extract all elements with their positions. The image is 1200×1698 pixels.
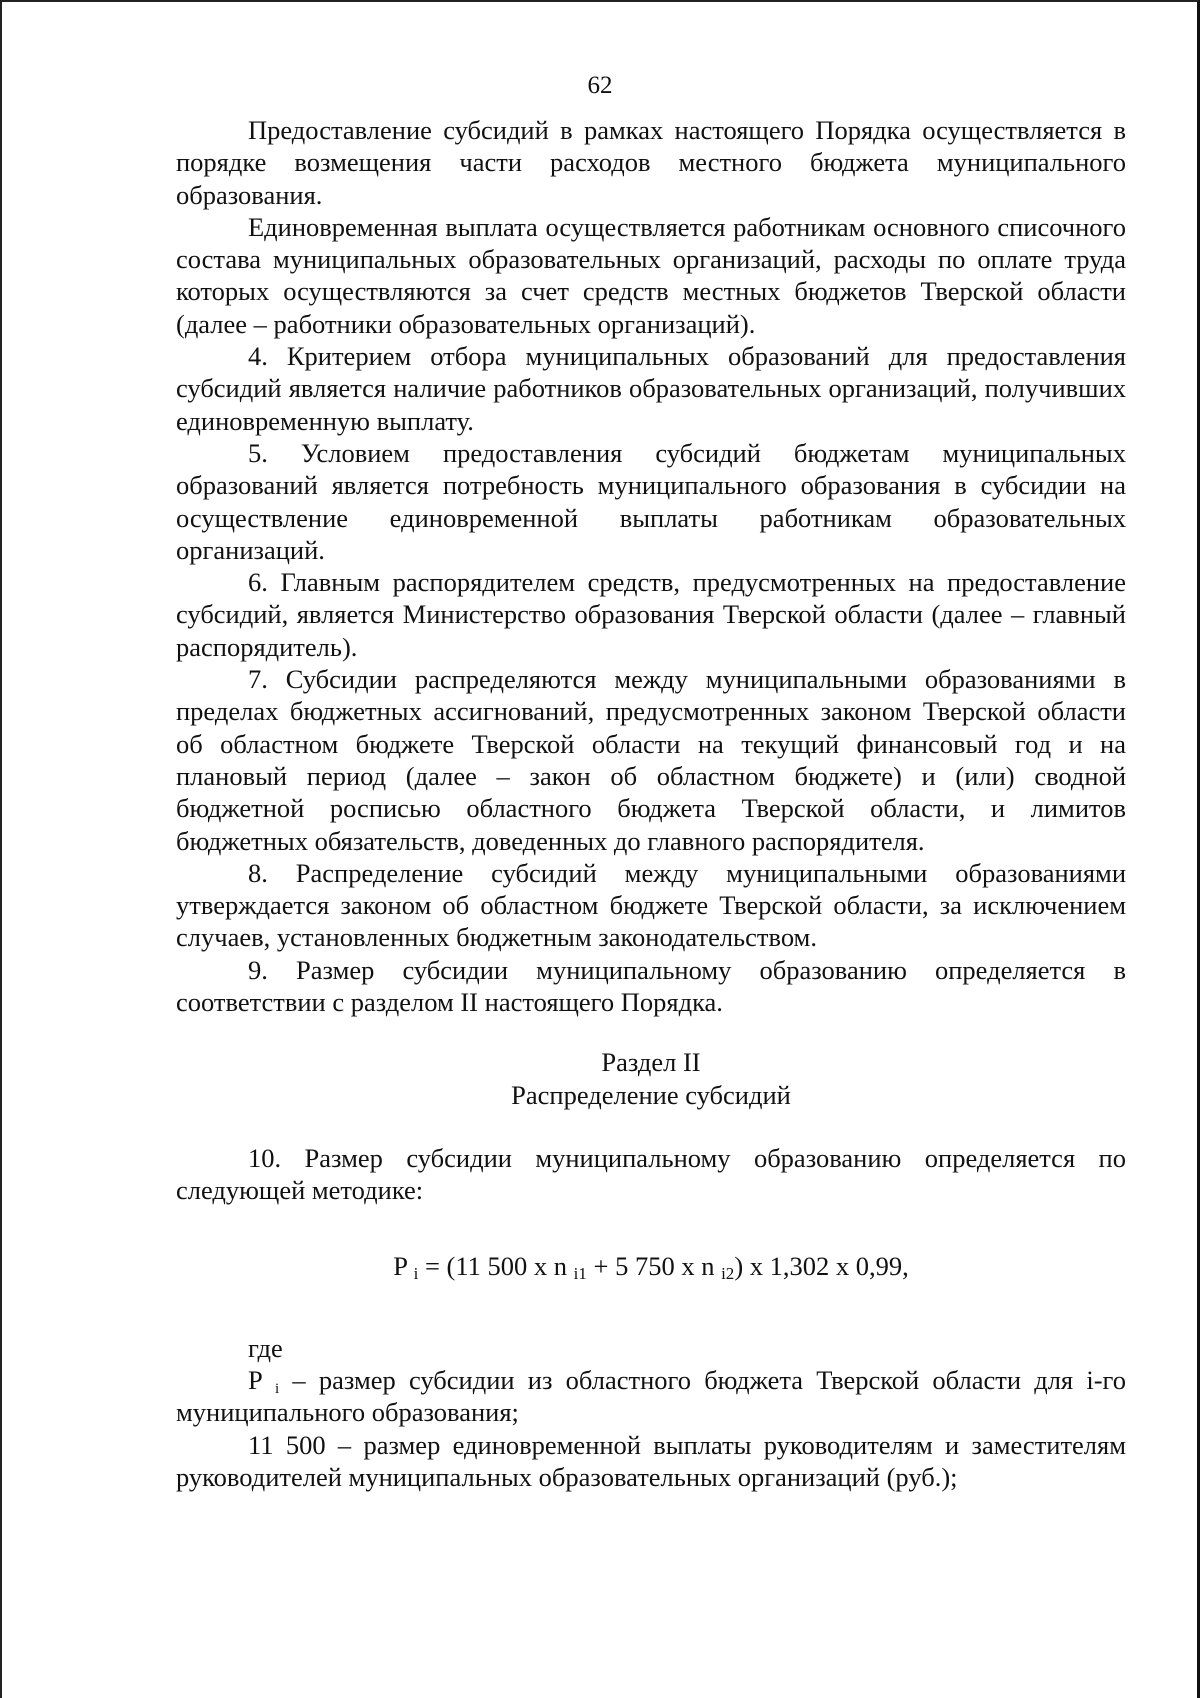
definition-pi [176,1364,1126,1429]
definition-pi-sub: i [275,1381,280,1398]
page-number: 62 [587,72,613,99]
document-body [176,114,1126,1493]
formula-mid: + 5 750 x n [586,1250,715,1281]
formula-eq: = (11 500 x n [418,1250,568,1281]
paragraph-9-amount: 9. Размер субсидии муниципальному образованию определяется в соответствии с разделом II настоящего Порядка. [176,954,1126,1018]
where-label: где [248,1332,283,1363]
formula-tail: ) x 1,302 x 0,99, [734,1250,909,1281]
definition-11500-text: – размер единовременной выплаты руководителям и заместителям руководителей муниципальных образовательных организаций (руб.); [176,1429,1126,1492]
section-title: Распределение субсидий [511,1079,791,1110]
formula-sub-1: i1 [573,1263,587,1283]
formula-sub-2: i2 [721,1263,735,1283]
subsidy-formula [176,1250,1126,1282]
definition-11500 [176,1429,1126,1494]
paragraph-10-methodology: 10. Размер субсидии муниципальному образованию определяется по следующей методике: [176,1142,1126,1206]
section-number: Раздел II [601,1047,701,1078]
definition-11500-symbol: 11 500 [248,1429,326,1460]
definition-pi-symbol: P [248,1365,262,1396]
paragraph-5-condition: 5. Условием предоставления субсидий бюджетам муниципальных образований является потребность муниципального образования в субсидии на осуществление единовременной выплаты работникам образовательных организаций. [176,437,1126,565]
paragraph-one-time-payment: Единовременная выплата осуществляется работникам основного списочного состава муниципальных образовательных организаций, расходы по оплате труда которых осуществляются за счет средств местных бюджетов Тверской области (далее – работники образовательных организаций). [176,211,1126,339]
paragraph-subsidy-compensation: Предоставление субсидий в рамках настоящего Порядка осуществляется в порядке возмещения части расходов местного бюджета муниципального образования. [176,115,1126,210]
paragraph-6-main-administrator: 6. Главным распорядителем средств, предусмотренных на предоставление субсидий, является Министерство образования Тверской области (далее – главный распорядитель). [176,567,1126,662]
paragraph-7-distribution: 7. Субсидии распределяются между муниципальными образованиями в пределах бюджетных ассигнований, предусмотренных законом Тверской области об областном бюджете Тверской области на текущий финансовый год и на плановый период (далее – закон об областном бюджете) и (или) сводной бюджетной росписью областного бюджета Тверской области, и лимитов бюджетных обязательств, доведенных до главного распорядителя. [176,664,1126,856]
paragraph-8-approval: 8. Распределение субсидий между муниципальными образованиями утверждается законом об областном бюджете Тверской области, за исключением случаев, установленных бюджетным законодательством. [176,857,1126,953]
formula-lhs-sub: i [413,1263,419,1283]
paragraph-4-selection-criterion: 4. Критерием отбора муниципальных образований для предоставления субсидий является наличие работников образовательных организаций, получивших единовременную выплату. [176,341,1126,436]
definition-pi-text: – размер субсидии из областного бюджета Тверской области для i-го муниципального образования; [176,1365,1127,1428]
formula-lhs: P [393,1250,407,1281]
